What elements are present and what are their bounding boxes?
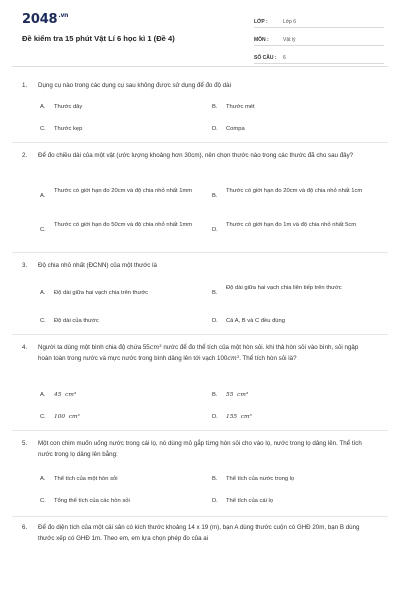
- option-text: Thước có giới hạn đo 20cm và độ chia nhỏ nhất 1mm: [54, 188, 193, 194]
- option-letter: C.: [40, 414, 46, 420]
- option-letter: A.: [40, 476, 46, 482]
- option-b[interactable]: [212, 186, 362, 206]
- question-number: 2.: [22, 152, 28, 159]
- option-text: Độ dài giữa hai vạch chia trên thước: [54, 290, 149, 296]
- meta-value: Lớp 6: [283, 19, 297, 25]
- question-separator: [12, 334, 388, 335]
- option-text: Tổng thể tích của các hòn sỏi: [54, 498, 130, 504]
- question-number: 4.: [22, 344, 28, 351]
- option-letter: C.: [40, 318, 46, 324]
- option-value: [54, 390, 194, 400]
- question-separator: [12, 142, 388, 143]
- option-letter: A.: [40, 104, 46, 110]
- option-letter: B.: [212, 290, 218, 296]
- question-4: [0, 342, 400, 428]
- header-divider: [12, 66, 388, 67]
- option-letter: A.: [40, 290, 46, 296]
- option-number: 55: [226, 392, 234, 398]
- meta-row-subject: [254, 32, 384, 46]
- logo-text: 2048: [22, 12, 58, 27]
- question-text: [38, 342, 368, 364]
- option-text: Compa: [226, 126, 245, 132]
- option-letter: D.: [212, 498, 218, 504]
- question-text: Để đo diện tích của một cái sân có kích thước khoảng 14 x 19 (m), bạn A dùng thước cuộn có GHĐ 20m, bạn B dùng thước xếp có GHĐ 1m. Theo em, em lựa chọn phép đo của ai: [38, 524, 360, 542]
- option-letter: D.: [212, 227, 218, 233]
- option-b[interactable]: [212, 283, 362, 303]
- option-letter: B.: [212, 104, 218, 110]
- meta-value: Vật lý: [283, 37, 296, 43]
- option-letter: C.: [40, 126, 46, 132]
- question-5: [0, 438, 400, 514]
- option-unit: cm³: [240, 414, 252, 420]
- page-header: [0, 0, 400, 62]
- question-text-part: . Thể tích hòn sỏi là?: [239, 355, 297, 362]
- option-value: [54, 412, 194, 422]
- option-text: Độ dài của thước: [54, 318, 99, 324]
- question-text-part: nước để đo thể tích của một hòn sỏi. khi thả hòn sỏi vào bình, sỏi ngập hoàn toàn trong nước và mực nước trong bình dâng lên tới vạch 100: [38, 344, 359, 362]
- question-separator: [12, 252, 388, 253]
- question-2: [0, 150, 400, 250]
- unit-cm3: cm³: [227, 355, 240, 362]
- option-letter: B.: [212, 392, 218, 398]
- meta-value: 6: [283, 55, 286, 61]
- option-letter: A.: [40, 392, 46, 398]
- option-letter: C.: [40, 227, 46, 233]
- question-3: [0, 260, 400, 332]
- meta-row-class: [254, 14, 384, 28]
- question-6: [0, 522, 400, 562]
- question-text-part: Người ta dùng một bình chia độ chứa 55: [38, 344, 150, 351]
- unit-cm3: cm³: [149, 344, 162, 351]
- option-number: 45: [54, 392, 62, 398]
- meta-label: MÔN :: [254, 37, 269, 43]
- question-text: Để đo chiều dài của một vật (ước lượng khoảng hơn 30cm), nên chọn thước nào trong các thước đã cho sau đây?: [38, 152, 354, 159]
- option-text: Thể tích của cái lọ: [226, 498, 274, 504]
- question-text: Một con chim muốn uống nước trong cái lọ, nó dùng mỏ gắp từng hòn sỏi cho vào lọ, nước trong lọ dâng lên. Thể tích nước trong lọ dâng lên bằng:: [38, 440, 362, 458]
- option-text: Độ dài giữa hai vạch chia liên tiếp trên thước: [226, 285, 342, 291]
- option-text: Thước dây: [54, 104, 83, 110]
- meta-info: [254, 14, 384, 68]
- option-text: Thể tích của nước trong lọ: [226, 476, 295, 482]
- option-value: [226, 412, 366, 422]
- option-letter: D.: [212, 126, 218, 132]
- option-letter: B.: [212, 193, 218, 199]
- option-unit: cm³: [237, 392, 249, 398]
- option-letter: C.: [40, 498, 46, 504]
- option-text: Thước có giới hạn đo 20cm và độ chia nhỏ nhất 1cm: [226, 188, 363, 194]
- question-number: 1.: [22, 82, 28, 89]
- question-text: Dụng cụ nào trong các dụng cụ sau không được sử dụng để đo độ dài: [38, 82, 231, 89]
- option-c[interactable]: [40, 220, 193, 240]
- option-letter: A.: [40, 193, 46, 199]
- option-value: [226, 390, 366, 400]
- option-text: Thước kẹp: [54, 126, 83, 132]
- option-unit: cm³: [65, 392, 77, 398]
- option-a[interactable]: [40, 186, 193, 206]
- option-text: Thước có giới hạn đo 50cm và độ chia nhỏ nhất 1mm: [54, 222, 193, 228]
- meta-label: SỐ CÂU :: [254, 55, 277, 61]
- option-text: Cả A, B và C đều đúng: [226, 318, 285, 324]
- option-text: Thước có giới hạn đo 1m và độ chia nhỏ nhất 5cm: [226, 222, 357, 228]
- meta-label: LỚP :: [254, 19, 268, 25]
- meta-row-count: [254, 50, 384, 64]
- question-number: 5.: [22, 440, 28, 447]
- question-number: 3.: [22, 262, 28, 269]
- option-unit: cm³: [68, 414, 80, 420]
- question-separator: [12, 430, 388, 431]
- question-number: 6.: [22, 524, 28, 531]
- page-title: Đề kiểm tra 15 phút Vật Lí 6 học kì 1 (Đề 4): [22, 34, 175, 43]
- option-d[interactable]: [212, 220, 362, 240]
- logo-suffix: .vn: [58, 12, 69, 19]
- option-text: Thước mét: [226, 104, 255, 110]
- option-number: 100: [54, 414, 66, 420]
- question-1: [0, 80, 400, 140]
- option-number: 155: [226, 414, 238, 420]
- question-text: Độ chia nhỏ nhất (ĐCNN) của một thước là: [38, 262, 157, 269]
- question-separator: [12, 516, 388, 517]
- site-logo[interactable]: [22, 12, 68, 27]
- option-text: Thể tích của một hòn sỏi: [54, 476, 118, 482]
- option-letter: D.: [212, 414, 218, 420]
- option-letter: B.: [212, 476, 218, 482]
- option-letter: D.: [212, 318, 218, 324]
